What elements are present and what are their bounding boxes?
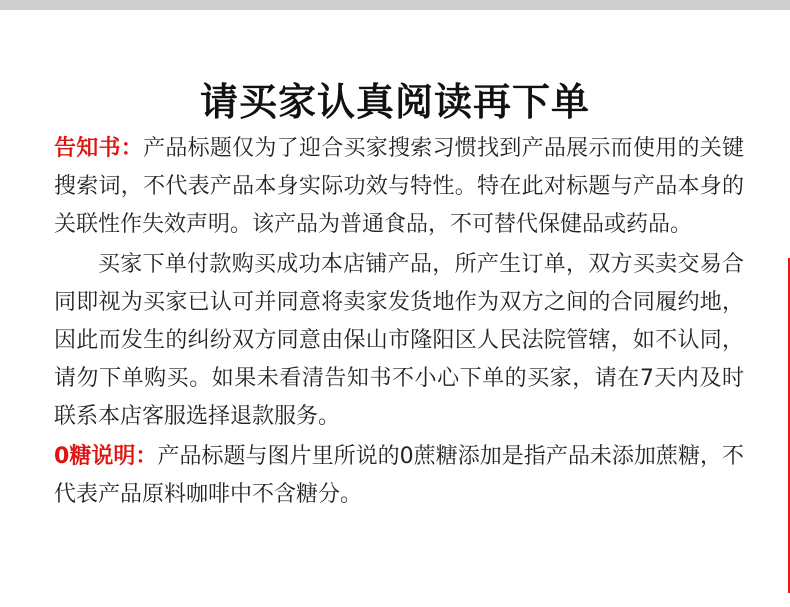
notice-label: 告知书： (54, 136, 144, 161)
notice-body (54, 130, 744, 514)
notice-paragraph (54, 130, 744, 244)
sugar-note-text: 产品标题与图片里所说的0蔗糖添加是指产品未添加蔗糖，不代表产品原料咖啡中不含糖分。 (54, 444, 744, 507)
sugar-note-label: 0糖说明： (54, 444, 158, 469)
notice-text: 产品标题仅为了迎合买家搜索习惯找到产品展示而使用的关键搜索词，不代表产品本身实际功效与特性。特在此对标题与产品本身的关联性作失效声明。该产品为普通食品，不可替代保健品或药品。 (54, 136, 744, 237)
order-clause-text: 买家下单付款购买成功本店铺产品，所产生订单，双方买卖交易合同即视为买家已认可并同意将卖家发货地作为双方之间的合同履约地，因此而发生的纠纷双方同意由保山市隆阳区人民法院管辖，如不认同，请勿下单购买。如果未看清告知书不小心下单的买家，请在7天内及时联系本店客服选择退款服务。 (54, 252, 744, 429)
sugar-note-paragraph (54, 438, 744, 514)
top-divider (0, 0, 790, 10)
order-clause-paragraph (54, 246, 744, 436)
page-title: 请买家认真阅读再下单 (199, 80, 590, 125)
